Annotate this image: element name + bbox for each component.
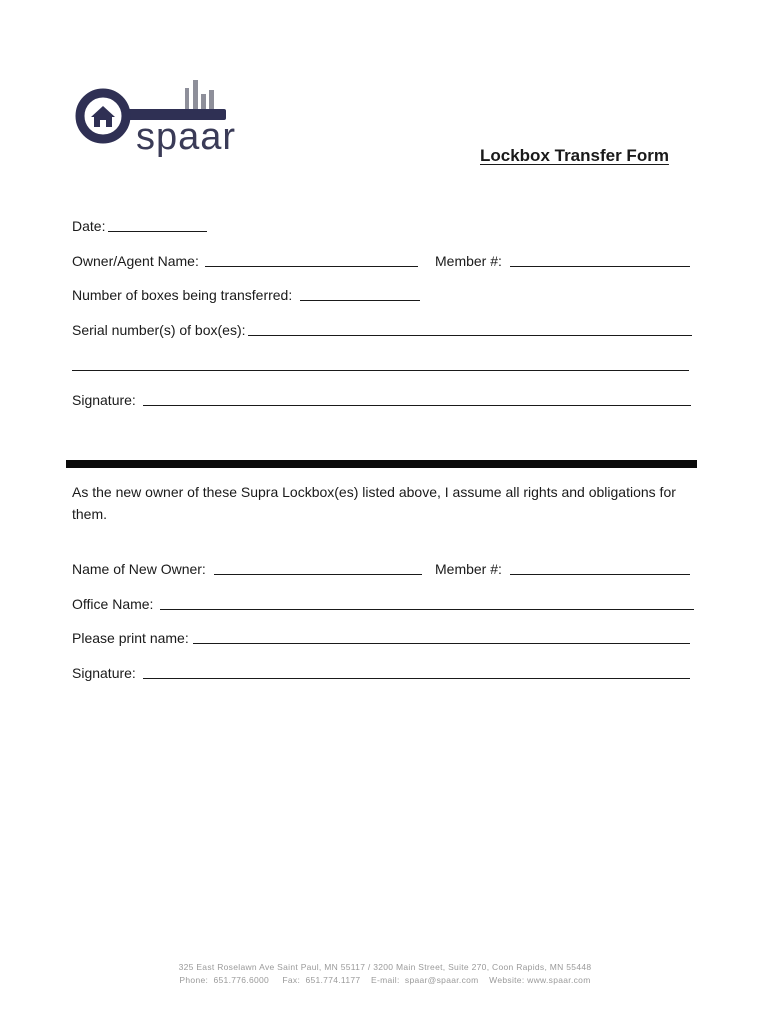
- print-name-label: Please print name:: [72, 630, 189, 646]
- office-name-label: Office Name:: [72, 596, 154, 612]
- owner-agent-label: Owner/Agent Name:: [72, 253, 199, 269]
- section-divider: [66, 460, 697, 468]
- print-name-field[interactable]: [193, 643, 690, 644]
- boxes-count-label: Number of boxes being transferred:: [72, 287, 293, 303]
- new-owner-label: Name of New Owner:: [72, 561, 206, 577]
- serial-numbers-label: Serial number(s) of box(es):: [72, 322, 246, 338]
- footer-contact: Phone: 651.776.6000 Fax: 651.774.1177 E-mail: spaar@spaar.com Website: www.spaar.com: [179, 975, 591, 985]
- date-label: Date:: [72, 218, 106, 234]
- signature-field[interactable]: [143, 405, 691, 406]
- new-owner-member-field[interactable]: [510, 574, 690, 575]
- owner-agent-field[interactable]: [205, 266, 418, 267]
- new-owner-field[interactable]: [214, 574, 422, 575]
- footer-address: 325 East Roselawn Ave Saint Paul, MN 55117 / 3200 Main Street, Suite 270, Coon Rapids, MN 55448: [178, 962, 592, 972]
- office-name-field[interactable]: [160, 609, 694, 610]
- house-icon: [91, 106, 115, 127]
- date-field[interactable]: [108, 231, 207, 232]
- serial-numbers-field-continued[interactable]: [72, 370, 689, 371]
- form-title: Lockbox Transfer Form: [480, 146, 669, 165]
- signature-label: Signature:: [72, 392, 136, 408]
- member-label: Member #:: [435, 253, 502, 269]
- new-owner-signature-field[interactable]: [143, 678, 690, 679]
- assumption-statement: As the new owner of these Supra Lockbox(es) listed above, I assume all rights and obligations for them.: [72, 484, 676, 522]
- logo-bar: [193, 80, 198, 112]
- boxes-count-field[interactable]: [300, 300, 420, 301]
- new-owner-signature-label: Signature:: [72, 665, 136, 681]
- member-field[interactable]: [510, 266, 690, 267]
- logo-wordmark: spaar: [136, 116, 237, 158]
- logo-bar: [185, 88, 189, 112]
- new-owner-member-label: Member #:: [435, 561, 502, 577]
- serial-numbers-field[interactable]: [248, 335, 692, 336]
- logo-bar: [209, 90, 214, 112]
